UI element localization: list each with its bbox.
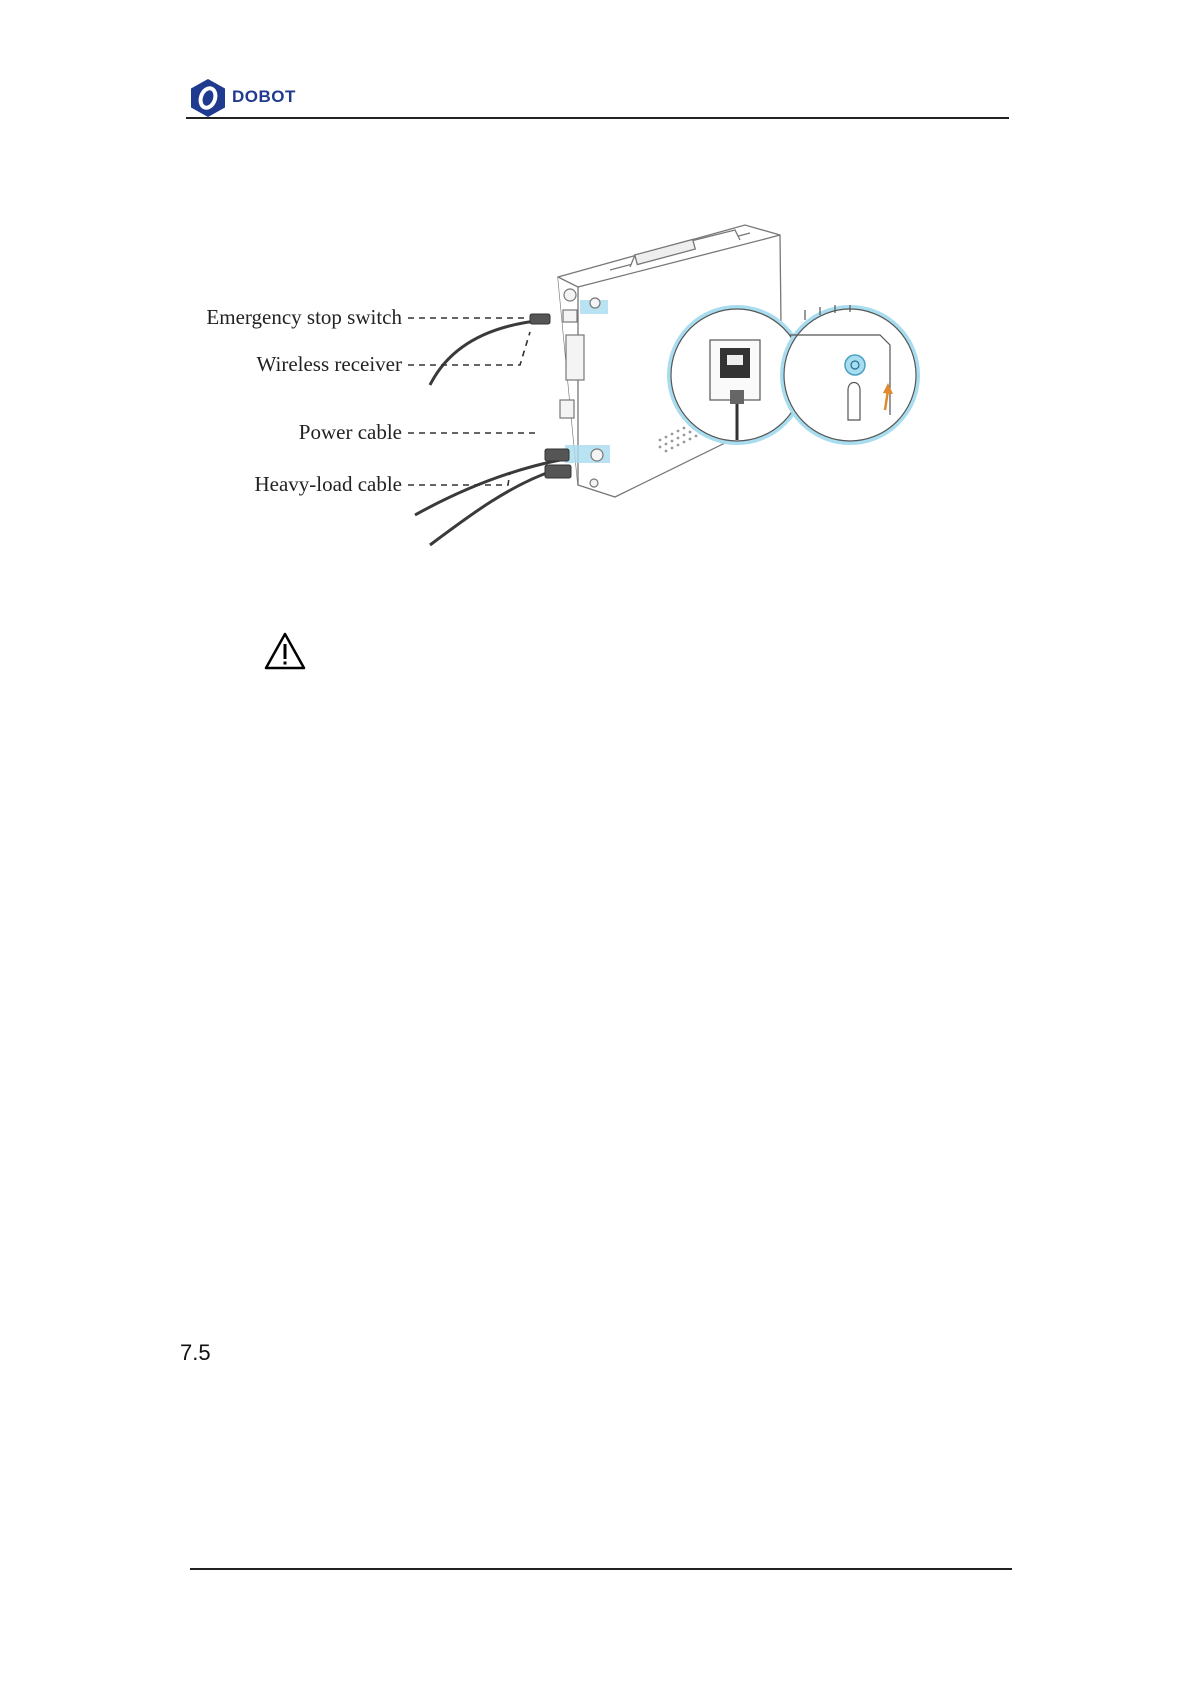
header-brand: DOBOT xyxy=(232,87,296,106)
controller-connection-figure xyxy=(190,215,1005,560)
label-wireless-receiver: Wireless receiver xyxy=(256,352,402,376)
power-button-icon xyxy=(845,355,865,375)
power-button-detail-circle xyxy=(782,305,918,443)
footer-divider xyxy=(190,1568,1012,1570)
power-plug xyxy=(545,449,569,461)
leader-lines xyxy=(408,318,540,485)
emergency-stop-cable xyxy=(430,320,545,385)
controller-illustration xyxy=(190,215,1005,560)
finger-press-icon xyxy=(848,383,860,421)
section-number: 7.5 xyxy=(180,1340,211,1365)
heavy-load-cable-line xyxy=(430,470,555,545)
label-power-cable: Power cable xyxy=(298,420,402,444)
dobot-logo-icon xyxy=(188,78,228,118)
power-cable-line xyxy=(415,460,560,515)
emergency-stop-plug xyxy=(530,314,550,324)
heavy-load-plug xyxy=(545,465,571,478)
warning-icon xyxy=(264,632,306,670)
label-heavy-load-cable: Heavy-load cable xyxy=(254,472,402,496)
label-emergency-stop-switch: Emergency stop switch xyxy=(206,305,402,329)
header-divider xyxy=(186,117,1009,119)
